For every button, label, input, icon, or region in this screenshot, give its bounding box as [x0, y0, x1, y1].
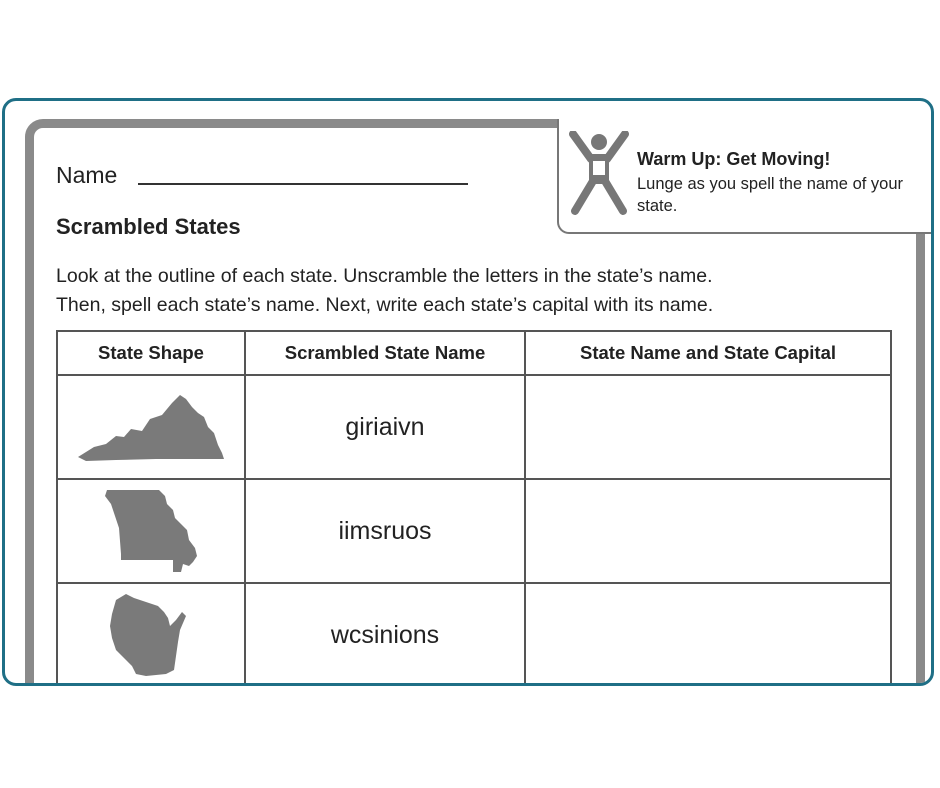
shape-cell — [57, 479, 245, 583]
virginia-outline-icon — [76, 391, 226, 463]
scrambled-cell: iimsruos — [245, 479, 525, 583]
page-title: Scrambled States — [56, 214, 241, 239]
shape-cell — [57, 583, 245, 686]
scrambled-cell: giriaivn — [245, 375, 525, 479]
instructions-line-1: Look at the outline of each state. Unscramble the letters in the state’s name. — [56, 265, 713, 287]
wisconsin-outline-icon — [106, 592, 196, 678]
warm-up-box — [557, 119, 934, 234]
shape-cell — [57, 375, 245, 479]
answer-cell[interactable] — [525, 479, 891, 583]
answer-cell[interactable] — [525, 583, 891, 686]
name-label: Name — [56, 162, 118, 188]
header-name-and-capital: State Name and State Capital — [525, 331, 891, 375]
instructions — [56, 262, 886, 320]
worksheet-card — [2, 98, 934, 686]
instructions-line-2: Then, spell each state’s name. Next, write each state’s capital with its name. — [56, 294, 714, 316]
table-row — [57, 375, 891, 479]
table-header-row — [57, 331, 891, 375]
table-row — [57, 583, 891, 686]
worksheet-sheet — [25, 119, 925, 686]
missouri-outline-icon — [101, 488, 201, 574]
header-state-shape: State Shape — [57, 331, 245, 375]
header-scrambled-name: Scrambled State Name — [245, 331, 525, 375]
jumping-figure-icon — [569, 131, 629, 216]
answer-cell[interactable] — [525, 375, 891, 479]
name-field-line[interactable] — [138, 183, 468, 185]
states-table — [56, 330, 892, 686]
warm-up-title: Warm Up: Get Moving! — [637, 149, 831, 169]
table-row — [57, 479, 891, 583]
warm-up-text: Lunge as you spell the name of your state. — [637, 175, 904, 215]
scrambled-cell: wcsinions — [245, 583, 525, 686]
